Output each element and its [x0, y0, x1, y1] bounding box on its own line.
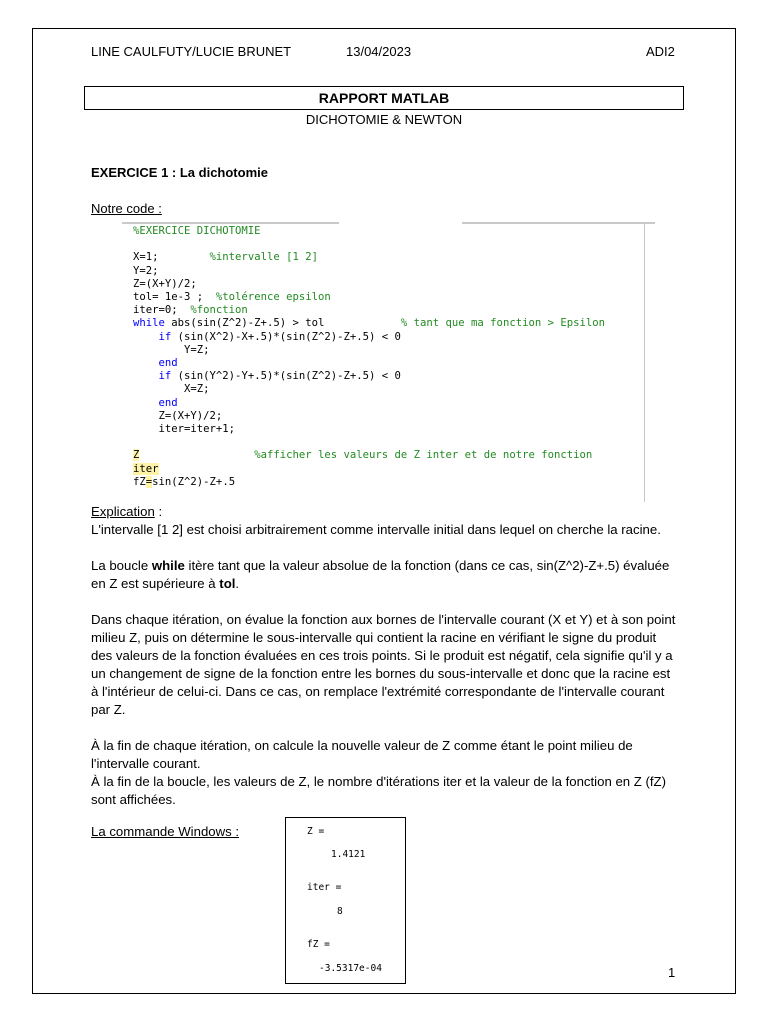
explanation-label: Explication [91, 504, 155, 519]
code-line-7: abs(sin(Z^2)-Z+.5) > tol [164, 317, 401, 330]
p2-while: while [151, 558, 185, 573]
output-iter-value: 8 [337, 906, 343, 917]
code-line-14: Z=(X+Y)/2; [133, 409, 223, 422]
header-authors: LINE CAULFUTY/LUCIE BRUNET [91, 44, 292, 59]
code-line-12: X=Z; [133, 383, 210, 396]
code-block [133, 225, 605, 489]
code-comment: %afficher les valeurs de Z inter et de notre fonction [139, 449, 593, 462]
code-comment: %fonction [190, 304, 248, 317]
code-line-15: iter=iter+1; [133, 423, 236, 436]
code-comment: %tolérence epsilon [215, 291, 331, 304]
command-window-output [285, 817, 406, 984]
p2-tol: tol [219, 576, 236, 591]
code-var-z: Z [133, 449, 140, 462]
page-number: 1 [668, 965, 676, 980]
code-line-4: Z=(X+Y)/2; [133, 277, 197, 290]
code-line-8: (sin(X^2)-X+.5)*(sin(Z^2)-Z+.5) < 0 [171, 330, 401, 343]
report-subtitle: DICHOTOMIE & NEWTON [305, 112, 463, 127]
keyword-while: while [133, 317, 165, 330]
keyword-if: if [133, 330, 172, 343]
code-line-2: X=1; [133, 251, 210, 264]
code-expression: sin(Z^2)-Z+.5 [152, 475, 236, 488]
keyword-end: end [133, 357, 178, 370]
explanation-heading [91, 503, 681, 521]
code-var-iter: iter [133, 462, 159, 475]
explanation-colon: : [154, 504, 163, 519]
explanation-p4: À la fin de chaque itération, on calcule la nouvelle valeur de Z comme étant le point milieu de l'intervalle courant. [91, 738, 633, 771]
output-fz-value: -3.5317e-04 [319, 963, 382, 974]
output-z-label: Z = [307, 826, 325, 837]
header-class: ADI2 [646, 44, 675, 59]
explanation-p3: Dans chaque itération, on évalue la fonction aux bornes de l'intervalle courant (X et Y) et à son point milieu Z, puis on détermine le sous-intervalle qui contient la racine en vérifiant le signe du produit des valeurs de la fonction évaluées en ces trois points. Si le produit est négatif, cela signifie qu'il y a un changement de signe de la fonction entre les bornes du sous-intervalle et donc que la racine est à l'intérieur de celui-ci. Dans ce cas, on remplace l'extrémité correspondante de l'intervalle courant par Z. [91, 612, 676, 717]
explanation-p1: L'intervalle [1 2] est choisi arbitrairement comme intervalle initial dans lequel on cherche la racine. [91, 522, 661, 537]
code-line-3: Y=2; [133, 264, 159, 277]
code-line-11: (sin(Y^2)-Y+.5)*(sin(Z^2)-Z+.5) < 0 [171, 370, 401, 383]
explanation-p2 [91, 557, 681, 593]
code-frame-right [644, 224, 645, 502]
code-line-9: Y=Z; [133, 343, 210, 356]
output-z-value: 1.4121 [331, 849, 366, 860]
exercise-title: EXERCICE 1 : La dichotomie [91, 165, 268, 180]
keyword-if: if [133, 370, 172, 383]
code-frame-top-right [462, 222, 655, 224]
code-label: Notre code : [91, 201, 162, 216]
code-line-5: tol= 1e-3 ; [133, 291, 216, 304]
output-fz-label: fZ = [307, 939, 330, 950]
code-line-6: iter=0; [133, 304, 191, 317]
code-var-fz: fZ [133, 475, 146, 488]
explanation-p5: À la fin de la boucle, les valeurs de Z, le nombre d'itérations iter et la valeur de la fonction en Z (fZ) sont affichées. [91, 774, 666, 807]
p2-text: . [235, 576, 240, 591]
code-line-1: %EXERCICE DICHOTOMIE [133, 225, 261, 237]
code-comment: % tant que ma fonction > Epsilon [400, 317, 605, 330]
header-date: 13/04/2023 [346, 44, 412, 59]
code-equals: = [145, 475, 153, 488]
p2-text: itère tant que la valeur absolue de la fonction (dans ce cas, sin(Z^2)-Z+.5) évaluée en Z est supérieure à [91, 558, 670, 591]
report-title: RAPPORT MATLAB [84, 86, 684, 110]
p2-text: La boucle [91, 558, 152, 573]
output-iter-label: iter = [307, 882, 342, 893]
command-window-label: La commande Windows : [91, 824, 240, 839]
code-frame-top-left [122, 222, 339, 224]
code-comment: %intervalle [1 2] [209, 251, 318, 264]
keyword-end: end [133, 396, 178, 409]
